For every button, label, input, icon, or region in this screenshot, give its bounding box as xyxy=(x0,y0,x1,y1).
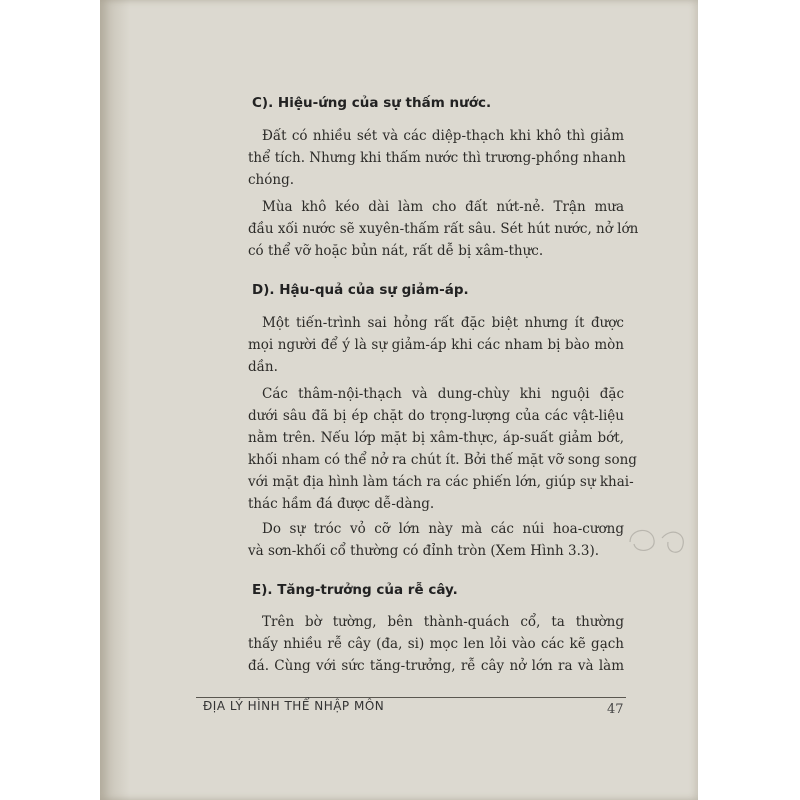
text-line: thấy nhiều rễ cây (đa, si) mọc len lỏi vào các kẽ gạch xyxy=(248,636,624,652)
section-e-heading: E). Tăng-trưởng của rễ cây. xyxy=(252,582,458,598)
section-d-paragraph-1 xyxy=(248,312,624,378)
page-spine-shadow xyxy=(100,0,130,800)
text-line: dần. xyxy=(248,359,278,375)
text-line: Một tiến-trình sai hỏng rất đặc biệt nhưng ít được xyxy=(262,315,624,331)
text-line: dưới sâu đã bị ép chặt do trọng-lượng của các vật-liệu xyxy=(248,408,624,424)
background-right xyxy=(698,0,800,800)
text-line: thác hầm đá được dễ-dàng. xyxy=(248,496,435,512)
text-line: đầu xối nước sẽ xuyên-thấm rất sâu. Sét hút nước, nở lớn xyxy=(248,221,639,237)
pencil-mark xyxy=(622,520,692,560)
text-line: Mùa khô kéo dài làm cho đất nứt-nẻ. Trận mưa xyxy=(262,199,624,215)
text-line: Đất có nhiều sét và các diệp-thạch khi khô thì giảm xyxy=(262,128,624,144)
footer-rule xyxy=(196,697,626,698)
text-line: nằm trên. Nếu lớp mặt bị xâm-thực, áp-suất giảm bớt, xyxy=(248,430,624,446)
section-c-heading: C). Hiệu-ứng của sự thấm nước. xyxy=(252,95,492,111)
text-line: có thể vỡ hoặc bủn nát, rất dễ bị xâm-thực. xyxy=(248,243,544,259)
section-e-paragraph-1 xyxy=(248,611,624,677)
section-d-heading: D). Hậu-quả của sự giảm-áp. xyxy=(252,282,469,298)
text-line: chóng. xyxy=(248,172,295,188)
running-footer-title: ĐỊA LÝ HÌNH THỂ NHẬP MÔN xyxy=(203,699,385,713)
text-line: khối nham có thể nở ra chút ít. Bởi thế mặt vỡ song song xyxy=(248,452,637,468)
text-line: với mặt địa hình làm tách ra các phiến lớn, giúp sự khai- xyxy=(248,474,634,490)
background-left xyxy=(0,0,100,800)
section-d-paragraph-3 xyxy=(248,518,624,562)
text-line: thể tích. Nhưng khi thấm nước thì trương-phồng nhanh xyxy=(248,150,626,166)
text-line: Các thâm-nội-thạch và dung-chùy khi nguội đặc xyxy=(262,386,624,402)
text-line: đá. Cùng với sức tăng-trưởng, rễ cây nở lớn ra và làm xyxy=(248,658,624,674)
text-line: và sơn-khối cổ thường có đỉnh tròn (Xem Hình 3.3). xyxy=(248,543,600,559)
page-number: 47 xyxy=(607,702,624,717)
text-line: Trên bờ tường, bên thành-quách cổ, ta thường xyxy=(262,614,624,630)
section-c-paragraph-1 xyxy=(248,125,624,191)
text-line: Do sự tróc vỏ cỡ lớn này mà các núi hoa-cương xyxy=(262,521,624,537)
text-line: mọi người để ý là sự giảm-áp khi các nham bị bào mòn xyxy=(248,337,624,353)
section-c-paragraph-2 xyxy=(248,196,639,262)
section-d-paragraph-2 xyxy=(248,383,637,515)
